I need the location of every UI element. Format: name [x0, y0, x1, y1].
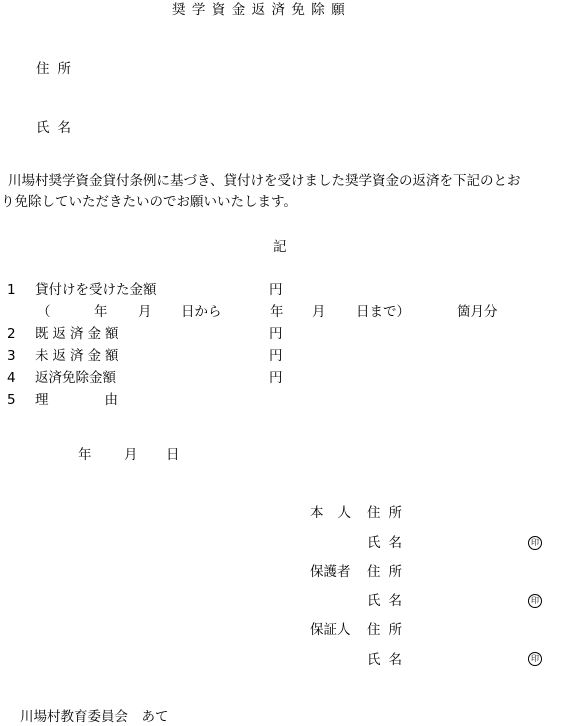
item-unit-3: 円 — [269, 348, 283, 364]
item-label-2: 既返済金額 — [35, 326, 123, 342]
item-number-4: 4 — [7, 370, 16, 386]
document-title: 奨学資金返済免除願 — [172, 2, 352, 18]
signatory-name-label-guarantor: 氏名 — [367, 652, 410, 668]
ki-heading: 記 — [273, 239, 287, 255]
signatory-role-guardian: 保護者 — [310, 564, 351, 580]
signatory-address-label-guarantor: 住所 — [367, 622, 410, 638]
date-day: 日 — [166, 447, 180, 463]
signatory-address-label-guardian: 住所 — [367, 564, 410, 580]
date-year: 年 — [78, 447, 92, 463]
period-from-year: 年 — [94, 304, 108, 320]
period-to-day: 日まで） — [356, 304, 410, 320]
seal-mark-principal: 印 — [528, 536, 542, 550]
period-months: 箇月分 — [457, 304, 498, 320]
date-month: 月 — [124, 447, 138, 463]
addressee: 川場村教育委員会 あて — [20, 709, 169, 725]
period-to-year: 年 — [270, 304, 284, 320]
body-text-line-1: 川場村奨学資金貸付条例に基づき、貸付けを受けました奨学資金の返済を下記のとお — [8, 173, 521, 189]
signatory-address-label-principal: 住所 — [367, 505, 410, 521]
body-text-line-2: り免除していただきたいのでお願いいたします。 — [1, 194, 297, 210]
item-label-4: 返済免除金額 — [35, 370, 116, 386]
period-from-day: 日から — [181, 304, 222, 320]
applicant-address-label: 住所 — [36, 61, 79, 77]
period-from-month: 月 — [138, 304, 152, 320]
item-number-3: 3 — [7, 348, 16, 364]
signatory-role-guarantor: 保証人 — [310, 622, 351, 638]
item-number-2: 2 — [7, 326, 16, 342]
signatory-name-label-guardian: 氏名 — [367, 593, 410, 609]
applicant-name-label: 氏名 — [36, 120, 79, 136]
seal-mark-guarantor: 印 — [528, 652, 542, 666]
period-to-month: 月 — [312, 304, 326, 320]
item-unit-4: 円 — [269, 370, 283, 386]
item-unit-1: 円 — [269, 282, 283, 298]
signatory-name-label-principal: 氏名 — [367, 535, 410, 551]
item-number-5: 5 — [7, 392, 16, 408]
item-number-1: 1 — [7, 282, 16, 298]
seal-mark-guardian: 印 — [528, 594, 542, 608]
item-unit-2: 円 — [269, 326, 283, 342]
item-label-5: 理由 — [35, 392, 174, 408]
period-open-paren: （ — [37, 304, 51, 320]
item-label-1: 貸付けを受けた金額 — [35, 282, 157, 298]
item-label-3: 未返済金額 — [35, 348, 123, 364]
signatory-role-principal: 本人 — [310, 505, 365, 521]
